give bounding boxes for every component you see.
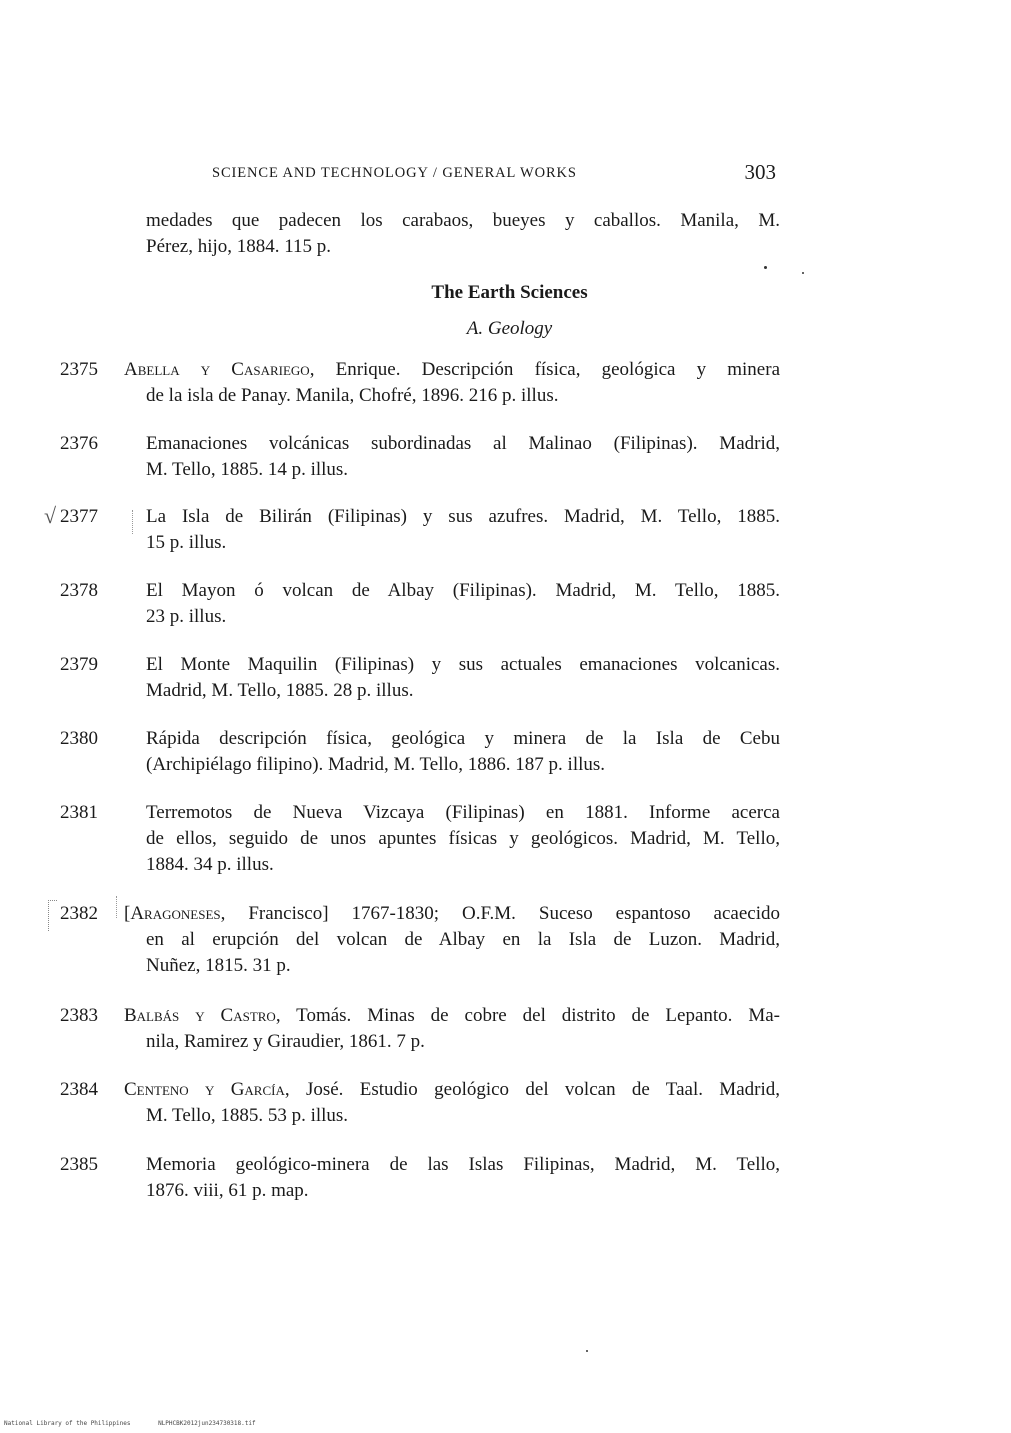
- pencil-mark: [132, 510, 133, 534]
- entry-text: (Archipiélago filipino). Madrid, M. Tello, 1886. 187 p. illus.: [146, 754, 606, 775]
- entry-number: 2385: [60, 1154, 98, 1175]
- entry-text: M. Tello, 1885. 53 p. illus.: [146, 1105, 349, 1126]
- footer-library: National Library of the Philippines: [4, 1420, 131, 1427]
- entry-text: de ellos, seguido de unos apuntes físicas y geológicos. Madrid, M. Tello,: [146, 828, 780, 849]
- entry-text: La Isla de Bilirán (Filipinas) y sus azufres. Madrid, M. Tello, 1885.: [146, 506, 780, 527]
- entry-text: , Enrique. Descripción física, geológica y minera: [309, 359, 781, 380]
- entry-number: 2378: [60, 580, 98, 601]
- entry-text: M. Tello, 1885. 14 p. illus.: [146, 459, 349, 480]
- entry-number: 2377: [60, 506, 98, 527]
- check-mark: √: [44, 503, 57, 528]
- entry-text: , José. Estudio geológico del volcan de Taal. Madrid,: [284, 1079, 780, 1100]
- pencil-mark: [48, 900, 57, 931]
- entry-author: Abella y Casariego: [124, 359, 310, 380]
- entry-number: 2379: [60, 654, 98, 675]
- entry-number: 2384: [60, 1079, 98, 1100]
- entry-text: 23 p. illus.: [146, 606, 227, 627]
- entry-text: de la isla de Panay. Manila, Chofré, 1896. 216 p. illus.: [146, 385, 559, 406]
- entry-number: 2383: [60, 1005, 98, 1026]
- entry-number: 2376: [60, 433, 98, 454]
- entry-text: Madrid, M. Tello, 1885. 28 p. illus.: [146, 680, 414, 701]
- entry-text: 15 p. illus.: [146, 532, 227, 553]
- entry-author: [Aragoneses: [124, 903, 221, 924]
- scan-footer: [4, 1420, 280, 1427]
- entry-text: Memoria geológico-minera de las Islas Filipinas, Madrid, M. Tello,: [146, 1154, 780, 1175]
- entry-text: El Monte Maquilin (Filipinas) y sus actuales emanaciones volcanicas.: [146, 654, 780, 675]
- entry-number: 2381: [60, 802, 98, 823]
- footer-file-id: NLPHCBK2012jun234730318.tif: [158, 1420, 256, 1427]
- page-number: 303: [744, 160, 776, 184]
- continuation-line: medades que padecen los carabaos, bueyes y caballos. Manila, M.: [146, 210, 780, 231]
- running-head: [212, 162, 780, 186]
- entry-number: 2380: [60, 728, 98, 749]
- entry-author: Centeno y García: [124, 1079, 285, 1100]
- section-title: The Earth Sciences: [431, 282, 588, 303]
- entry-text: Terremotos de Nueva Vizcaya (Filipinas) en 1881. Informe acerca: [146, 802, 780, 823]
- entry-number: 2382: [60, 903, 98, 924]
- entry-text: 1884. 34 p. illus.: [146, 854, 274, 875]
- scan-speck: [802, 272, 804, 274]
- scan-speck: [764, 266, 767, 269]
- running-title: SCIENCE AND TECHNOLOGY / GENERAL WORKS: [212, 165, 577, 181]
- scan-speck: [586, 1350, 588, 1352]
- entry-text: , Tomás. Minas de cobre del distrito de Lepanto. Ma-: [275, 1005, 780, 1026]
- entry-text: Emanaciones volcánicas subordinadas al Malinao (Filipinas). Madrid,: [146, 433, 780, 454]
- entry-text: Nuñez, 1815. 31 p.: [146, 955, 291, 976]
- entry-text: en al erupción del volcan de Albay en la Isla de Luzon. Madrid,: [146, 929, 780, 950]
- continuation-line: Pérez, hijo, 1884. 115 p.: [146, 236, 332, 257]
- entry-author: Balbás y Castro: [124, 1005, 276, 1026]
- section-subtitle: A. Geology: [466, 318, 553, 339]
- entry-text: Rápida descripción física, geológica y minera de la Isla de Cebu: [146, 728, 780, 749]
- entry-text: 1876. viii, 61 p. map.: [146, 1180, 309, 1201]
- entry-text: El Mayon ó volcan de Albay (Filipinas). Madrid, M. Tello, 1885.: [146, 580, 780, 601]
- entry-number: 2375: [60, 359, 98, 380]
- entry-text: , Francisco] 1767-1830; O.F.M. Suceso espantoso acaecido: [220, 903, 780, 924]
- entry-text: nila, Ramirez y Giraudier, 1861. 7 p.: [146, 1031, 425, 1052]
- pencil-mark: [116, 896, 117, 918]
